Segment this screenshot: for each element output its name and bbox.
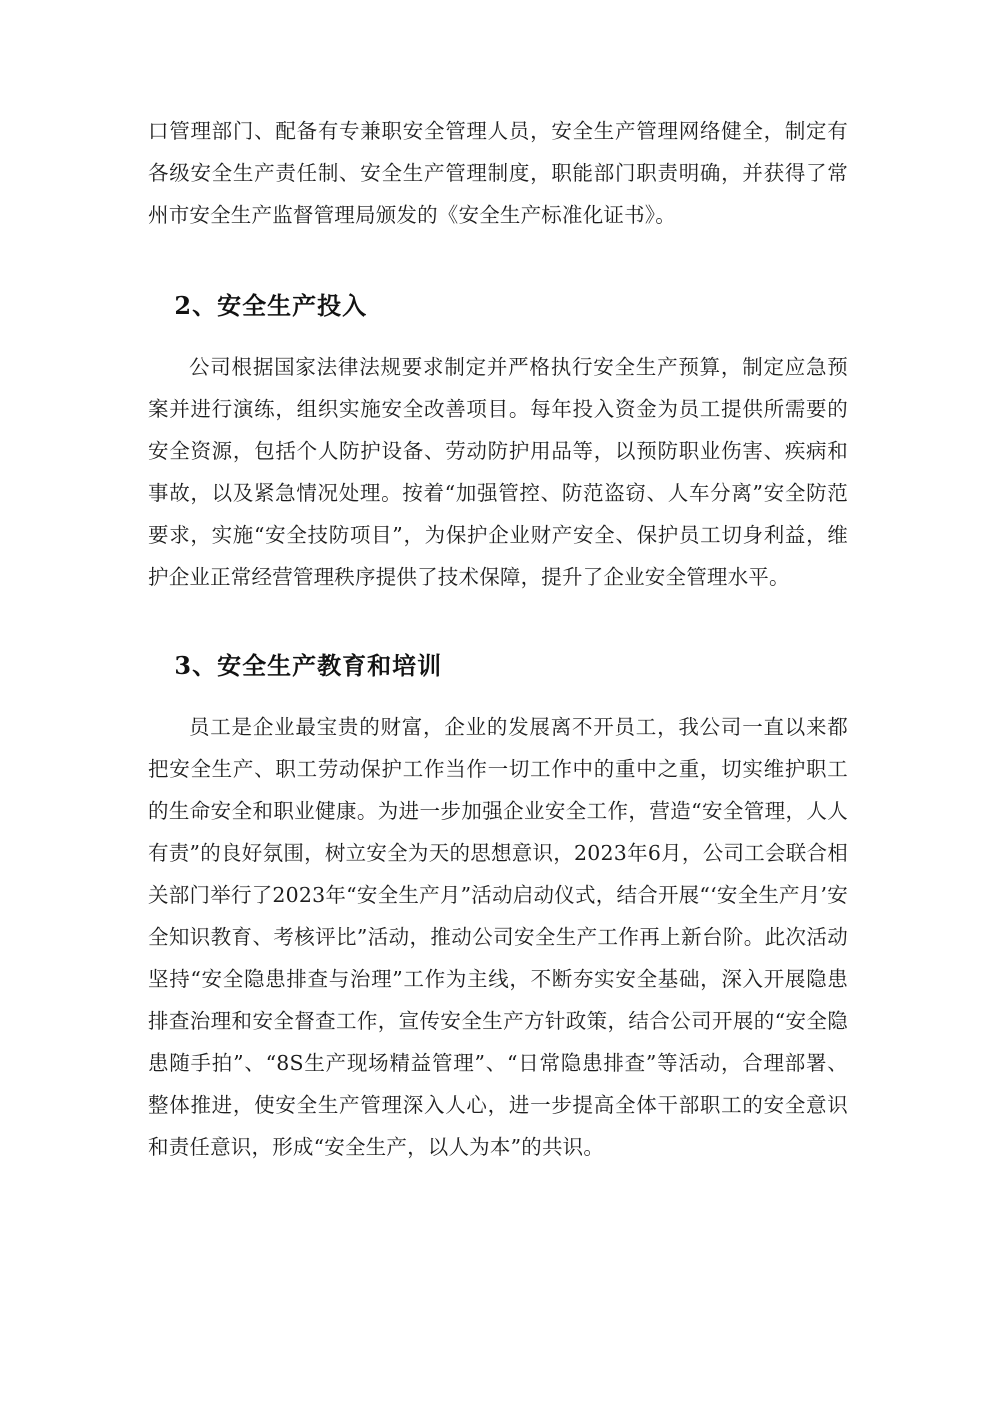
- paragraph-safety-investment: 公司根据国家法律法规要求制定并严格执行安全生产预算，制定应急预案并进行演练，组织实施安全改善项目。每年投入资金为员工提供所需要的安全资源，包括个人防护设备、劳动防护用品等，以预防职业伤害、疾病和事故，以及紧急情况处理。按着“加强管控、防范盗窃、人车分离”安全防范要求，实施“安全技防项目”，为保护企业财产安全、保护员工切身利益，维护企业正常经营管理秩序提供了技术保障，提升了企业安全管理水平。: [148, 355, 848, 589]
- document-body: [148, 110, 848, 1168]
- spacer: [148, 236, 848, 258]
- heading-safety-education-training: 3、安全生产教育和培训: [174, 651, 443, 680]
- heading-safety-investment: 2、安全生产投入: [174, 291, 368, 320]
- paragraph-safety-education-training: 员工是企业最宝贵的财富，企业的发展离不开员工，我公司一直以来都把安全生产、职工劳动保护工作当作一切工作中的重中之重，切实维护职工的生命安全和职业健康。为进一步加强企业安全工作，营造“安全管理，人人有责”的良好氛围，树立安全为天的思想意识，2023年6月，公司工会联合相关部门举行了2023年“安全生产月”活动启动仪式，结合开展“‘安全生产月’安全知识教育、考核评比”活动，推动公司安全生产工作再上新台阶。此次活动坚持“安全隐患排查与治理”工作为主线，不断夯实安全基础，深入开展隐患排查治理和安全督查工作，宣传安全生产方针政策，结合公司开展的“安全隐患随手拍”、“8S生产现场精益管理”、“日常隐患排查”等活动，合理部署、整体推进，使安全生产管理深入人心，进一步提高全体干部职工的安全意识和责任意识，形成“安全生产，以人为本”的共识。: [148, 715, 848, 1159]
- spacer: [148, 598, 848, 618]
- paragraph-continued-safety-management: 口管理部门、配备有专兼职安全管理人员，安全生产管理网络健全，制定有各级安全生产责任制、安全生产管理制度，职能部门职责明确，并获得了常州市安全生产监督管理局颁发的《安全生产标准化证书》。: [148, 119, 848, 227]
